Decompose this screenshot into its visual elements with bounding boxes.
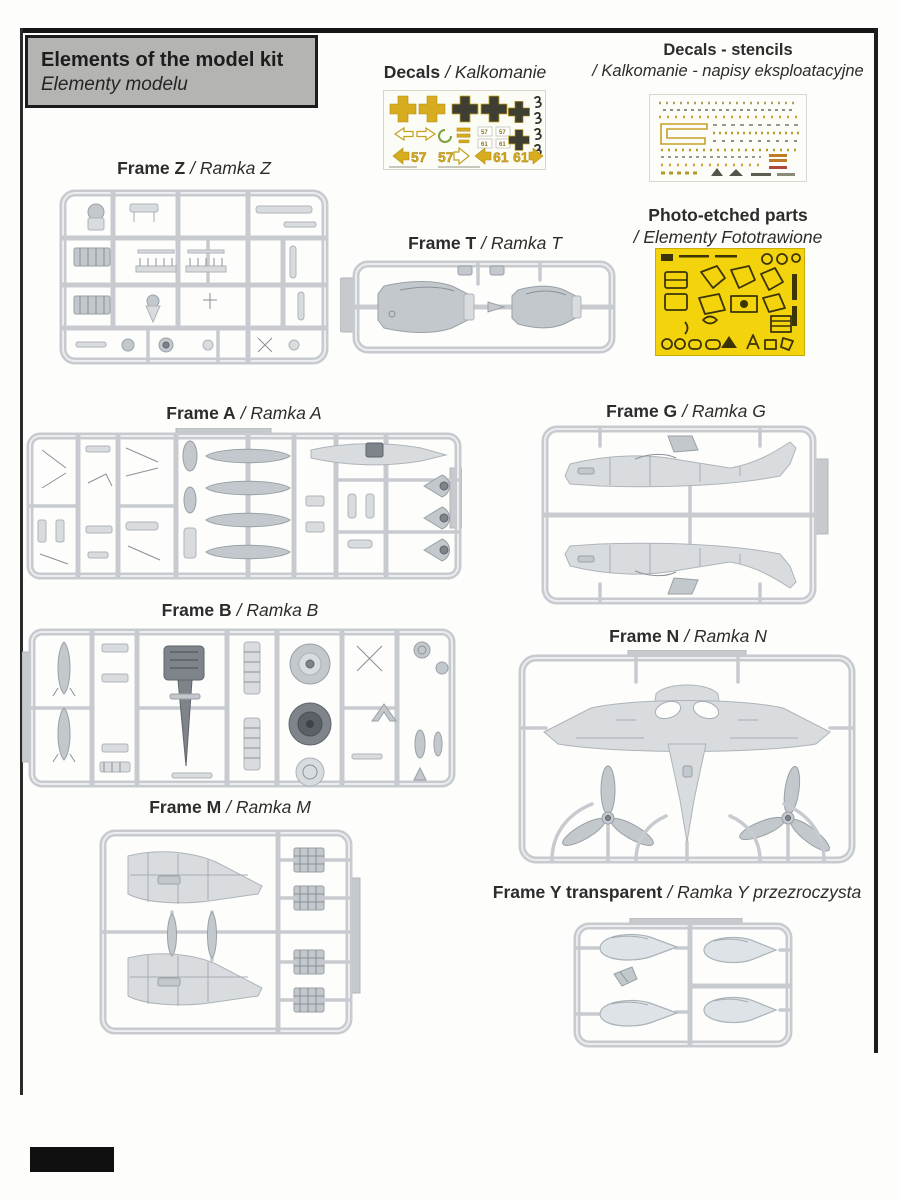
decals-label-pl: / Kalkomanie [445,62,547,82]
decal-small-number: 57 [481,130,488,136]
frame-z-sprue-illustration [58,188,330,366]
photoetch-label-en: Photo-etched parts [648,205,808,225]
frame-a-label [26,403,462,424]
stencils-label [578,40,878,81]
decal-big-number: 61 [493,149,509,165]
decal-sheet [383,90,546,170]
page-border-top [20,28,878,33]
decal-small-number: 57 [499,130,506,136]
frame-z-label-pl: / Ramka Z [190,158,271,178]
stencil-sheet [649,94,807,182]
frame-t-label [385,233,585,254]
decal-big-number: 57 [438,149,454,165]
frame-a-label-pl: / Ramka A [240,403,322,423]
frame-m-label-pl: / Ramka M [226,797,311,817]
frame-m-label-en: Frame M [149,797,222,817]
frame-g-label [540,401,832,422]
decal-small-number: 61 [499,142,506,148]
frame-g-sprue-illustration [540,424,832,606]
decals-label-en: Decals [383,62,441,82]
frame-b-sprue-illustration [22,626,458,790]
decal-big-number: 57 [411,149,427,165]
frame-y-label-pl: / Ramka Y przezroczysta [667,882,862,902]
frame-b-label-en: Frame B [161,600,232,620]
frame-g-label-pl: / Ramka G [682,401,766,421]
frame-b-label-pl: / Ramka B [236,600,319,620]
frame-y-sprue-illustration [572,918,794,1050]
page-border-bottom-fragment [30,1147,114,1172]
decals-label [357,62,573,83]
frame-m-sprue-illustration [98,828,362,1036]
page-title-en: Elements of the model kit [41,49,284,71]
frame-a-sprue-illustration [26,428,462,583]
frame-y-label [467,882,887,903]
photo-etch-fret [655,248,805,356]
frame-a-label-en: Frame A [166,403,236,423]
frame-n-label-pl: / Ramka N [684,626,767,646]
decal-big-number: 61 [513,149,529,165]
frame-y-label-en: Frame Y transparent [492,882,663,902]
photoetch-label-pl: / Elementy Fototrawione [633,226,823,247]
stencils-label-en: Decals - stencils [663,41,793,59]
frame-t-label-pl: / Ramka T [481,233,562,253]
page-title [25,35,318,108]
photoetch-label [588,205,868,249]
frame-t-sprue-illustration [340,256,620,358]
frame-n-sprue-illustration [516,650,860,868]
frame-n-label [516,626,860,647]
stencils-label-pl: / Kalkomanie - napisy eksploatacyjne [592,61,864,80]
frame-t-label-en: Frame T [408,233,477,253]
page-border-left [20,28,23,1095]
frame-b-label [22,600,458,621]
frame-n-label-en: Frame N [609,626,680,646]
decal-small-number: 61 [481,142,488,148]
frame-z-label [58,158,330,179]
frame-z-label-en: Frame Z [117,158,186,178]
frame-g-label-en: Frame G [606,401,678,421]
page-title-pl: Elementy modelu [41,74,188,95]
frame-m-label [98,797,362,818]
